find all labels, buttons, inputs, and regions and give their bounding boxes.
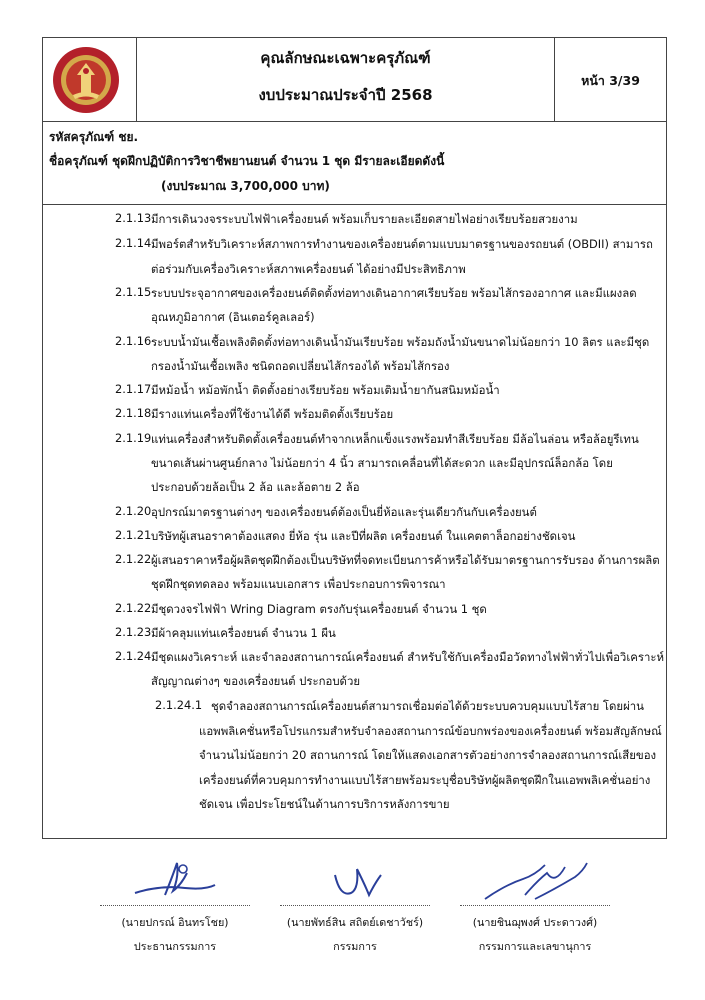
spec-item-text: อุณหภูมิอากาศ (อินเตอร์คูลเลอร์): [151, 310, 315, 324]
signature-image: [475, 855, 595, 903]
logo-cell: [43, 38, 137, 122]
spec-item-text: ขนาดเส้นผ่านศูนย์กลาง ไม่น้อยกว่า 4 นิ้ว สามารถเคลื่อนที่ได้สะดวก และมีอุปกรณ์ล็อกล้อ โดย: [151, 456, 613, 470]
spec-item-text: กรองน้ำมันเชื้อเพลิง ชนิดถอดเปลี่ยนไส้กรองได้ พร้อมไส้กรอง: [151, 359, 450, 373]
spec-item-text: แท่นเครื่องสำหรับติดตั้งเครื่องยนต์ทำจากเหล็กแข็งแรงพร้อมทำสีเรียบร้อย มีล้อไนล่อน หรือล้อยูรีเทน: [151, 432, 639, 446]
signature-image: [115, 855, 235, 903]
sub-item-text: ชัดเจน เพื่อประโยชน์ในด้านการบริการหลังการขาย: [199, 797, 450, 811]
signature-line: [460, 905, 610, 906]
spec-item-text: มีการเดินวงจรระบบไฟฟ้าเครื่องยนต์ พร้อมเก็บรายละเอียดสายไฟอย่างเรียบร้อยสวยงาม: [151, 212, 578, 226]
spec-item-number: 2.1.16: [115, 334, 152, 348]
signer-role: กรรมการ: [333, 940, 377, 953]
spec-item-text: มีพอร์ตสำหรับวิเคราะห์สภาพการทำงานของเครื่องยนต์ตามแบบมาตรฐานของรถยนต์ (OBDII) สามารถ: [151, 237, 653, 251]
spec-item-number: 2.1.17: [115, 382, 152, 396]
sub-item-text: จำนวนไม่น้อยกว่า 20 สถานการณ์ โดยให้แสดงเอกสารตัวอย่างการจำลองสถานการณ์เสียของ: [199, 748, 657, 762]
equipment-name: ชื่อครุภัณฑ์ ชุดฝึกปฏิบัติการวิชาชีพยานยนต์ จำนวน 1 ชุด มีรายละเอียดดังนี้: [49, 154, 445, 168]
spec-item-number: 2.1.13: [115, 211, 152, 225]
page-cell: [555, 38, 666, 122]
spec-item-text: มีหม้อน้ำ หม้อพักน้ำ ติดตั้งอย่างเรียบร้อย พร้อมเติมน้ำยากันสนิมหม้อน้ำ: [151, 383, 500, 397]
spec-item-text: มีผ้าคลุมแท่นเครื่องยนต์ จำนวน 1 ผืน: [151, 626, 336, 640]
signature-block-secretary: [440, 855, 630, 955]
spec-item-number: 2.1.20: [115, 504, 152, 518]
spec-item-number: 2.1.22: [115, 601, 152, 615]
spec-item-text: ระบบน้ำมันเชื้อเพลิงติดตั้งท่อทางเดินน้ำมันเรียบร้อย พร้อมถังน้ำมันขนาดไม่น้อยกว่า 10 ลิตร และมีชุด: [151, 335, 650, 349]
vocational-education-logo: [51, 45, 121, 115]
sub-item-text: แอพพลิเคชั่นหรือโปรแกรมสำหรับจำลองสถานการณ์ข้อบกพร่องของเครื่องยนต์ พร้อมสัญลักษณ์: [199, 724, 662, 738]
spec-item-text: อุปกรณ์มาตรฐานต่างๆ ของเครื่องยนต์ต้องเป็นยี่ห้อและรุ่นเดียวกันกับเครื่องยนต์: [151, 505, 537, 519]
spec-item-number: 2.1.21: [115, 528, 152, 542]
signature-block-member: [260, 855, 450, 955]
spec-item-number: 2.1.23: [115, 625, 152, 639]
sub-item-number: 2.1.24.1: [155, 698, 203, 712]
signature-block-chair: [80, 855, 270, 955]
spec-item-text: สัญญาณต่างๆ ของเครื่องยนต์ ประกอบด้วย: [151, 674, 361, 688]
signer-name: (นายพัทธ์สิน สถิตย์เดชาวัชร์): [286, 916, 424, 929]
document-frame: [42, 37, 667, 839]
spec-item-number: 2.1.22: [115, 552, 152, 566]
spec-item-number: 2.1.24: [115, 649, 152, 663]
signature-line: [100, 905, 250, 906]
spec-item-text: ต่อร่วมกับเครื่องวิเคราะห์สภาพเครื่องยนต์ ได้อย่างมีประสิทธิภาพ: [151, 262, 466, 276]
signer-role: ประธานกรรมการ: [133, 940, 217, 953]
signer-name: (นายชินฌุพงศ์ ประดาวงศ์): [472, 916, 598, 929]
spec-item-text: มีรางแท่นเครื่องที่ใช้งานได้ดี พร้อมติดตั้งเรียบร้อย: [151, 407, 394, 421]
equipment-budget: (งบประมาณ 3,700,000 บาท): [161, 179, 330, 193]
equipment-info: [43, 122, 666, 205]
signer-name: (นายปกรณ์ อินทรโชย): [121, 916, 229, 929]
equipment-code: รหัสครุภัณฑ์ ชย.: [49, 130, 139, 144]
signature-line: [280, 905, 430, 906]
spec-item-number: 2.1.14: [115, 236, 152, 250]
spec-item-number: 2.1.18: [115, 406, 152, 420]
spec-item-number: 2.1.15: [115, 285, 152, 299]
title-cell: [137, 38, 555, 122]
signer-role: กรรมการและเลขานุการ: [478, 940, 592, 953]
header: [43, 38, 666, 122]
spec-item-text: บริษัทผู้เสนอราคาต้องแสดง ยี่ห้อ รุ่น และปีที่ผลิต เครื่องยนต์ ในแคตตาล็อกอย่างชัดเจน: [151, 529, 576, 543]
signature-image: [295, 855, 415, 903]
spec-item-text: ประกอบด้วยล้อเป็น 2 ล้อ และล้อตาย 2 ล้อ: [151, 480, 360, 494]
budget-year: งบประมาณประจำปี 2568: [258, 86, 433, 104]
spec-item-text: ผู้เสนอราคาหรือผู้ผลิตชุดฝึกต้องเป็นบริษัทที่จดทะเบียนการค้าหรือได้รับมาตรฐานการรับรอง ด้านการผลิต: [151, 553, 660, 567]
sub-item-text: ชุดจำลองสถานการณ์เครื่องยนต์สามารถเชื่อมต่อได้ด้วยระบบควบคุมแบบไร้สาย โดยผ่าน: [211, 699, 644, 713]
page-number: หน้า 3/39: [581, 73, 640, 88]
spec-item-text: มีชุดวงจรไฟฟ้า Wring Diagram ตรงกับรุ่นเครื่องยนต์ จำนวน 1 ชุด: [151, 602, 487, 616]
document-title: คุณลักษณะเฉพาะครุภัณฑ์: [260, 49, 431, 67]
spec-item-text: ชุดฝึกชุดทดลอง พร้อมแนบเอกสาร เพื่อประกอบการพิจารณา: [151, 577, 446, 591]
spec-item-text: มีชุดแผงวิเคราะห์ และจำลองสถานการณ์เครื่องยนต์ สำหรับใช้กับเครื่องมือวัดทางไฟฟ้าทั่วไปเพื่อวิเคราะห์: [151, 650, 664, 664]
spec-item-number: 2.1.19: [115, 431, 152, 445]
sub-item-text: เครื่องยนต์ที่ควบคุมการทำงานแบบไร้สายพร้อมระบุชื่อบริษัทผู้ผลิตชุดฝึกในแอพพลิเคชั่นอย่าง: [199, 773, 651, 787]
spec-item-text: ระบบประจุอากาศของเครื่องยนต์ติดตั้งท่อทางเดินอากาศเรียบร้อย พร้อมไส้กรองอากาศ และมีแผงลด: [151, 286, 637, 300]
